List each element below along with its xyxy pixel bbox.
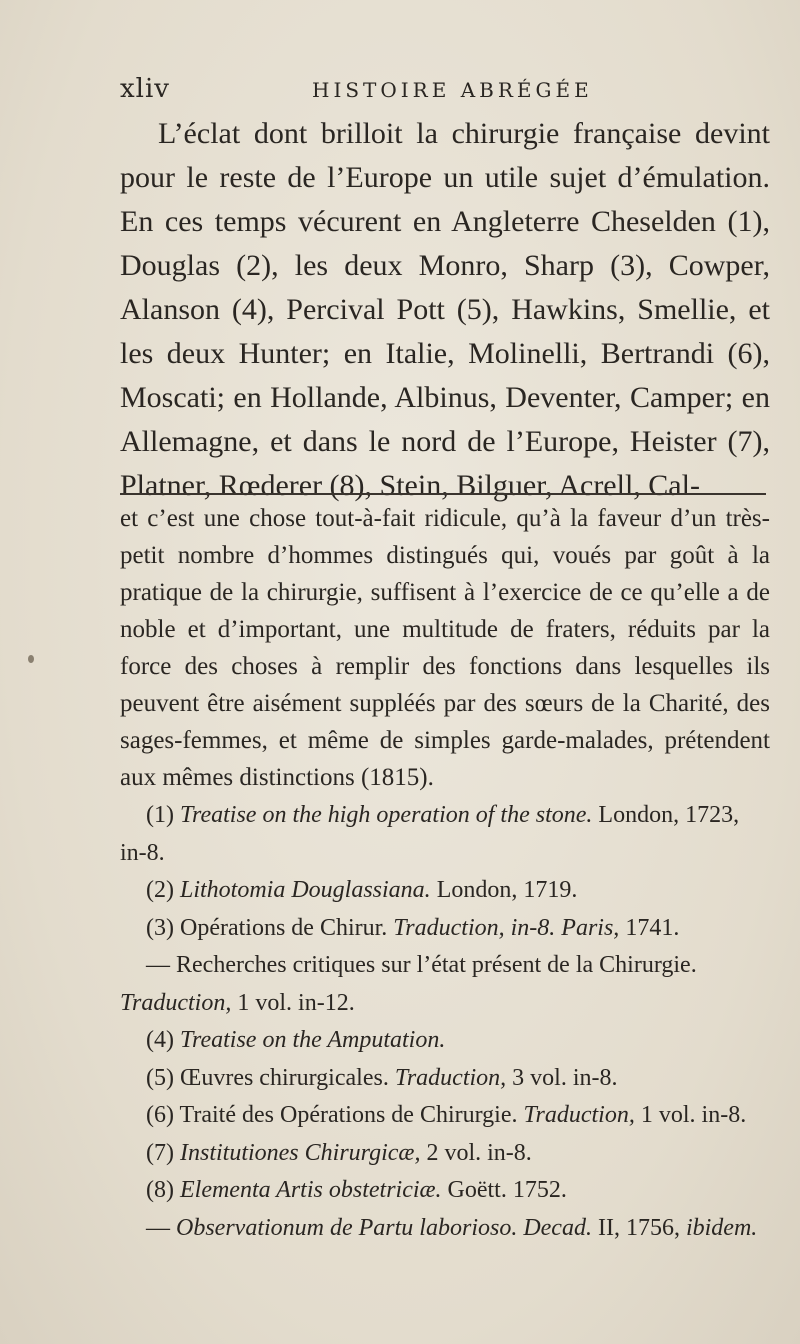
footnote-3-continuation: — Recherches critiques sur l’état présent de la Chirurgie. Traduction, 1 vol. in-12. (120, 952, 697, 1016)
footnote-8: (8) Elementa Artis obstetriciæ. Goëtt. 1752. (146, 1177, 567, 1203)
footnote-5: (5) Œuvres chirurgicales. Traduction, 3 vol. in-8. (146, 1064, 618, 1091)
footnote-continuation (120, 500, 770, 796)
footnote-6: (6) Traité des Opérations de Chirurgie. Traduction, 1 vol. in-8. (146, 1102, 747, 1128)
main-text-block (120, 112, 770, 508)
footnote-3: (3) Opérations de Chirur. Traduction, in-8. Paris, 1741. (146, 914, 680, 941)
page-header (120, 74, 680, 108)
footnote-7: (7) Institutiones Chirurgicæ, 2 vol. in-8. (146, 1139, 532, 1166)
footnote-2: (2) Lithotomia Douglassiana. London, 1719. (146, 877, 578, 903)
running-title: HISTOIRE ABRÉGÉE (312, 78, 593, 102)
footnote-4: (4) Treatise on the Amputation. (146, 1027, 446, 1053)
paper-speck (28, 655, 34, 663)
footnote-8-continuation: — Observationum de Partu laborioso. Decad. II, 1756, ibidem. (146, 1214, 758, 1241)
page-number: xliv (120, 74, 170, 104)
footnote-separator (120, 493, 766, 495)
continuation-paragraph: et c’est une chose tout-à-fait ridicule, qu’à la faveur d’un très-petit nombre d’hommes distingués qui, voués par goût à la pratique de la chirurgie, suffisent à l’exercice de ce qu’elle a de noble et d’important, une multitude de fraters, réduits par la force des choses à remplir des fonctions dans lesquelles ils peuvent être aisément suppléés par des sœurs de la Charité, des sages-femmes, et même de simples garde-malades, prétendent aux mêmes distinctions (1815). (120, 505, 770, 791)
footnote-1: (1) Treatise on the high operation of the stone. London, 1723, in-8. (120, 802, 740, 866)
main-paragraph: L’éclat dont brilloit la chirurgie française devint pour le reste de l’Europe un utile sujet d’émulation. En ces temps vécurent en Angleterre Cheselden (1), Douglas (2), les deux Monro, Sharp (3), Cowper, Alanson (4), Percival Pott (5), Hawkins, Smellie, et les deux Hunter; en Italie, Molinelli, Bertrandi (6), Moscati; en Hollande, Albinus, Deventer, Camper; en Allemagne, et dans le nord de l’Europe, Heister (7), Platner, Rœderer (8), Stein, Bilguer, Acrell, Cal- (120, 117, 770, 502)
footnotes-block (120, 797, 770, 1247)
